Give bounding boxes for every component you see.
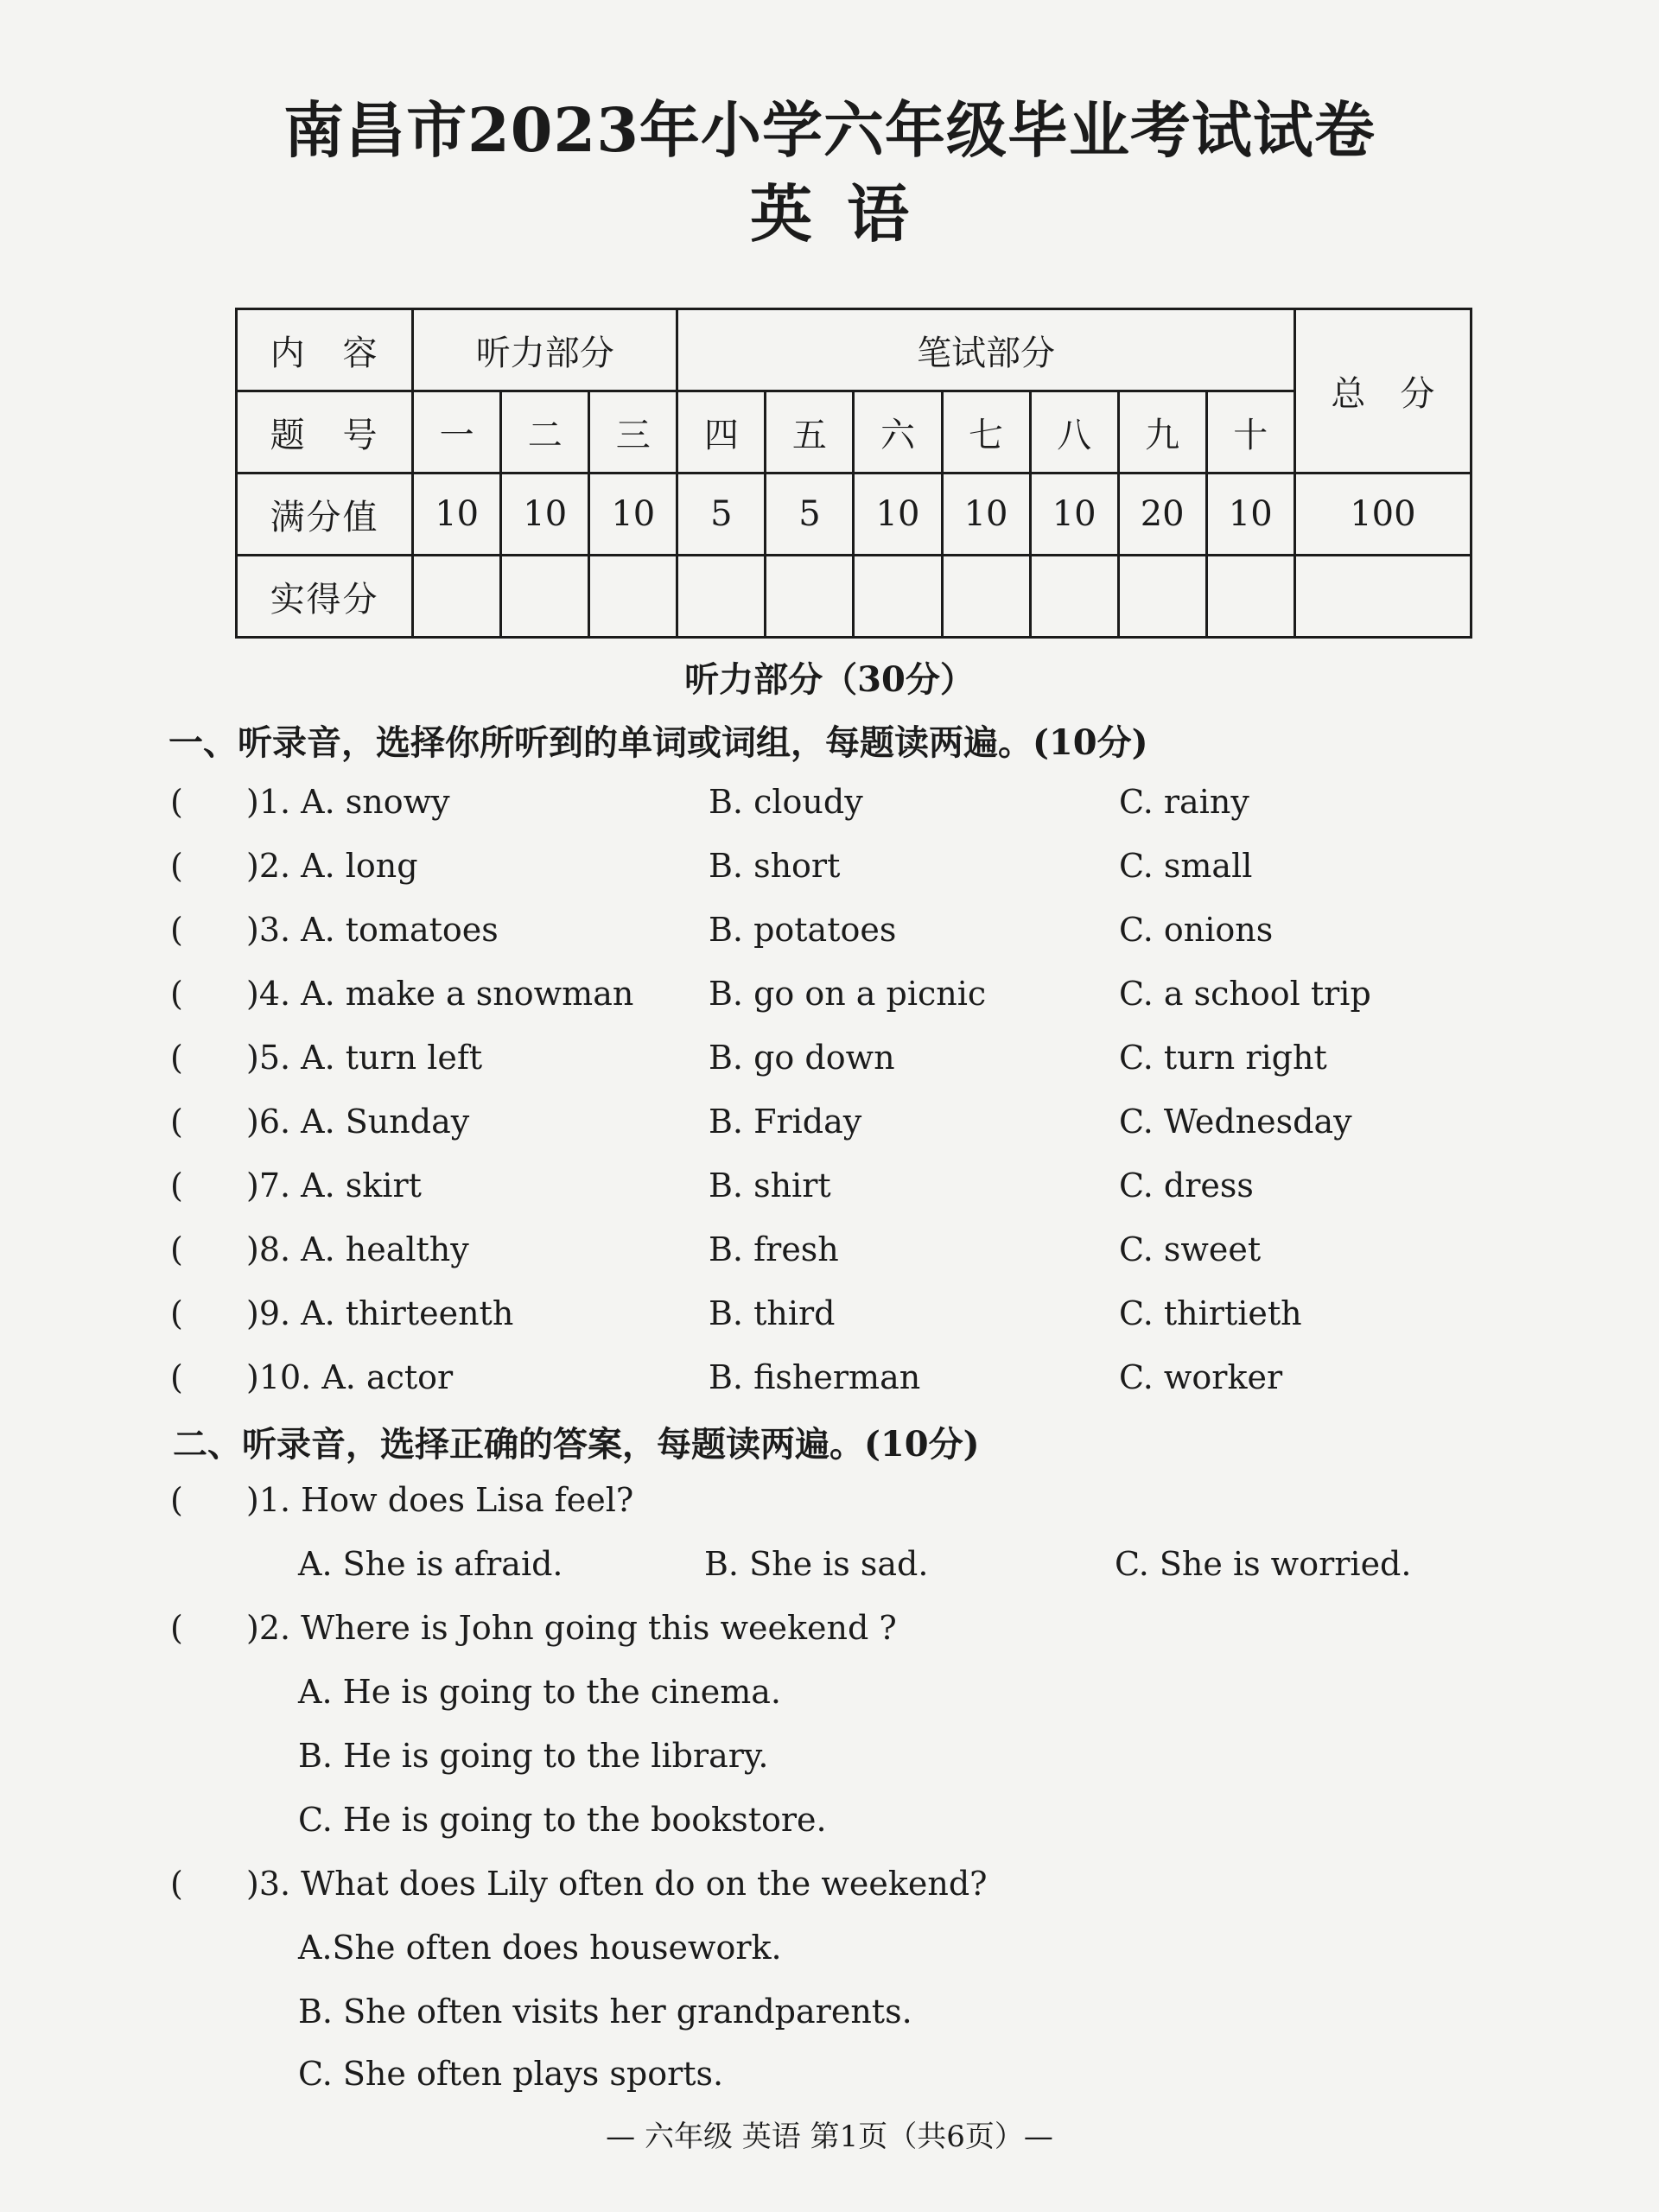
question-stem: )2. Where is John going this weekend ? [246, 1609, 897, 1647]
question-option-b: B. third [709, 1294, 836, 1332]
question-stem: )1. How does Lisa feel? [246, 1481, 634, 1519]
question-stem: )3. What does Lily often do on the weekend? [246, 1865, 988, 1903]
actual-score-cell[interactable] [1206, 556, 1294, 638]
answer-paren[interactable]: ( [170, 1039, 183, 1077]
question-number: 十 [1206, 391, 1294, 474]
question-option-b: B. fresh [709, 1230, 839, 1268]
question-option-a: A. He is going to the cinema. [298, 1673, 781, 1711]
full-score-cell: 10 [854, 474, 942, 556]
table-row-full-score [237, 474, 1471, 556]
question-option-a: )6. A. Sunday [246, 1103, 470, 1141]
question-number: 二 [501, 391, 589, 474]
row-label-number: 题 号 [237, 391, 413, 474]
question-option-c: C. dress [1119, 1166, 1254, 1205]
question-option-c: C. rainy [1119, 783, 1249, 821]
answer-paren[interactable]: ( [170, 1103, 183, 1141]
actual-score-cell[interactable] [589, 556, 677, 638]
table-row-content [237, 309, 1471, 391]
question-option-c: C. sweet [1119, 1230, 1262, 1268]
question-option-b: B. shirt [709, 1166, 831, 1205]
full-score-cell: 5 [766, 474, 854, 556]
question-option-a: )10. A. actor [246, 1358, 454, 1396]
listening-heading: 听力部分（30分） [684, 659, 975, 700]
row-label-full-score: 满分值 [237, 474, 413, 556]
answer-paren[interactable]: ( [170, 911, 183, 949]
subject-title: 英语 [749, 177, 944, 251]
question-option-b: B. cloudy [709, 783, 863, 821]
question-number: 六 [854, 391, 942, 474]
question-option-c: C. She often plays sports. [298, 2055, 724, 2093]
question-number: 九 [1118, 391, 1206, 474]
answer-paren[interactable]: ( [170, 1358, 183, 1396]
question-option-c: C. a school trip [1119, 975, 1371, 1013]
question-option-a: )7. A. skirt [246, 1166, 422, 1205]
full-score-cell: 10 [589, 474, 677, 556]
answer-paren[interactable]: ( [170, 1230, 183, 1268]
full-score-cell: 20 [1118, 474, 1206, 556]
actual-score-cell[interactable] [942, 556, 1030, 638]
answer-paren[interactable]: ( [170, 1609, 183, 1647]
full-score-cell: 10 [413, 474, 501, 556]
full-score-cell: 10 [1206, 474, 1294, 556]
question-option-b: B. fisherman [709, 1358, 921, 1396]
question-option-a: A. She is afraid. [298, 1545, 563, 1583]
writing-part-header: 笔试部分 [677, 309, 1294, 391]
question-option-b: B. potatoes [709, 911, 897, 949]
answer-paren[interactable]: ( [170, 1294, 183, 1332]
question-option-a: )1. A. snowy [246, 783, 450, 821]
question-number: 一 [413, 391, 501, 474]
answer-paren[interactable]: ( [170, 1166, 183, 1205]
question-option-a: A.She often does housework. [298, 1929, 782, 1967]
full-score-cell: 10 [1030, 474, 1118, 556]
question-option-c: C. She is worried. [1115, 1545, 1412, 1583]
question-option-a: )3. A. tomatoes [246, 911, 499, 949]
actual-score-cell[interactable] [766, 556, 854, 638]
section1-title: 一、听录音，选择你所听到的单词或词组，每题读两遍。(10分) [168, 722, 1148, 763]
question-option-b: B. go down [709, 1039, 895, 1077]
row-label-actual-score: 实得分 [237, 556, 413, 638]
total-header: 总 分 [1294, 309, 1471, 474]
question-number: 五 [766, 391, 854, 474]
question-option-a: )4. A. make a snowman [246, 975, 634, 1013]
question-option-c: C. He is going to the bookstore. [298, 1801, 827, 1839]
question-number: 八 [1030, 391, 1118, 474]
question-option-b: B. short [709, 847, 841, 885]
question-option-c: C. Wednesday [1119, 1103, 1352, 1141]
total-score-cell: 100 [1294, 474, 1471, 556]
full-score-cell: 5 [677, 474, 766, 556]
actual-score-cell[interactable] [677, 556, 766, 638]
question-option-c: C. onions [1119, 911, 1274, 949]
question-option-b: B. go on a picnic [709, 975, 987, 1013]
section2-title: 二、听录音，选择正确的答案，每题读两遍。(10分) [173, 1424, 980, 1465]
full-score-cell: 10 [501, 474, 589, 556]
question-option-b: B. She often visits her grandparents. [298, 1993, 912, 2031]
page-footer: — 六年级 英语 第1页（共6页）— [606, 2120, 1053, 2154]
question-option-c: C. thirtieth [1119, 1294, 1302, 1332]
answer-paren[interactable]: ( [170, 975, 183, 1013]
question-option-c: C. turn right [1119, 1039, 1327, 1077]
actual-score-cell[interactable] [413, 556, 501, 638]
question-option-c: C. small [1119, 847, 1253, 885]
question-option-b: B. He is going to the library. [298, 1737, 769, 1775]
question-option-c: C. worker [1119, 1358, 1283, 1396]
full-score-cell: 10 [942, 474, 1030, 556]
question-option-a: )8. A. healthy [246, 1230, 469, 1268]
listening-part-header: 听力部分 [413, 309, 677, 391]
question-option-a: )5. A. turn left [246, 1039, 483, 1077]
question-option-b: B. She is sad. [704, 1545, 929, 1583]
actual-score-cell[interactable] [1118, 556, 1206, 638]
question-number: 三 [589, 391, 677, 474]
question-option-a: )9. A. thirteenth [246, 1294, 514, 1332]
answer-paren[interactable]: ( [170, 1865, 183, 1903]
score-table [235, 308, 1472, 639]
question-number: 七 [942, 391, 1030, 474]
exam-title: 南昌市2023年小学六年级毕业考试试卷 [283, 94, 1376, 166]
question-option-a: )2. A. long [246, 847, 418, 885]
actual-score-cell[interactable] [501, 556, 589, 638]
answer-paren[interactable]: ( [170, 783, 183, 821]
answer-paren[interactable]: ( [170, 847, 183, 885]
answer-paren[interactable]: ( [170, 1481, 183, 1519]
row-label-content: 内 容 [237, 309, 413, 391]
table-row-actual-score [237, 556, 1471, 638]
question-option-b: B. Friday [709, 1103, 862, 1141]
actual-score-cell[interactable] [1030, 556, 1118, 638]
actual-total-cell[interactable] [1294, 556, 1471, 638]
actual-score-cell[interactable] [854, 556, 942, 638]
question-number: 四 [677, 391, 766, 474]
table-row-numbers [237, 391, 1471, 474]
